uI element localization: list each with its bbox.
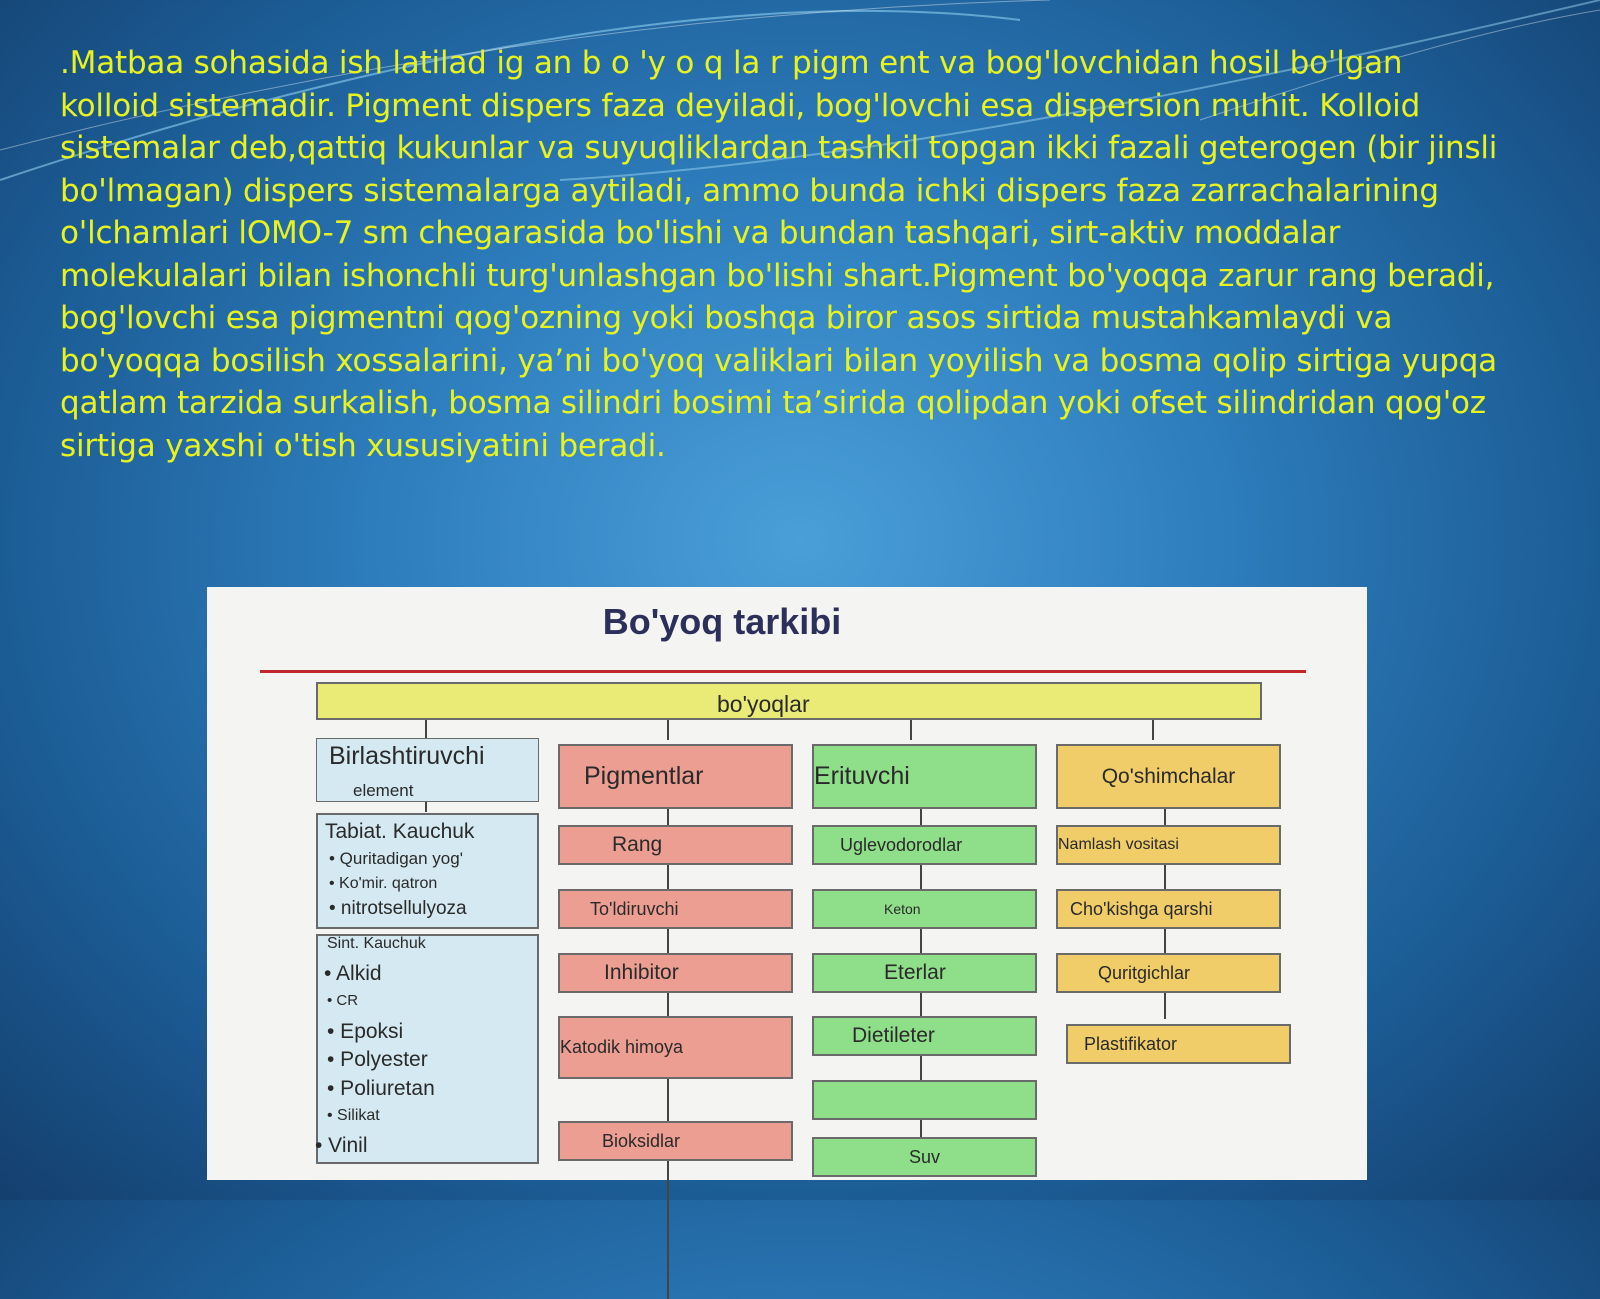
root-label: bo'yoqlar bbox=[717, 691, 810, 717]
pigment-item: Inhibitor bbox=[558, 953, 793, 993]
synthetic-item: • CR bbox=[327, 992, 359, 1009]
solvent-item: Dietileter bbox=[812, 1016, 1037, 1056]
binder-header-sublabel: element bbox=[353, 781, 414, 800]
binder-header-label: Birlashtiruvchi bbox=[329, 742, 485, 770]
connector bbox=[425, 720, 427, 738]
solvent-item: Uglevodorodlar bbox=[812, 825, 1037, 865]
synthetic-item: • Alkid bbox=[324, 962, 382, 985]
paint-composition-diagram bbox=[207, 587, 1367, 1180]
pigment-item: Katodik himoya bbox=[558, 1016, 793, 1079]
natural-item: • nitrotsellulyoza bbox=[329, 898, 467, 919]
additives-header: Qo'shimchalar bbox=[1056, 744, 1281, 809]
additive-item: Namlash vositasi bbox=[1056, 825, 1281, 865]
diagram-title: Bo'yoq tarkibi bbox=[602, 601, 842, 642]
solvent-header: Erituvchi bbox=[812, 744, 1037, 809]
natural-rubber-title: Tabiat. Kauchuk bbox=[325, 820, 475, 843]
natural-item: • Quritadigan yog' bbox=[329, 849, 463, 868]
synthetic-item: • Polyester bbox=[327, 1048, 428, 1071]
synthetic-item: • Epoksi bbox=[327, 1020, 404, 1043]
synthetic-item: • Silikat bbox=[327, 1107, 380, 1124]
natural-item: • Ko'mir. qatron bbox=[329, 875, 438, 892]
synthetic-item: • Vinil bbox=[315, 1134, 368, 1157]
pigment-item: To'ldiruvchi bbox=[558, 889, 793, 929]
additive-item: Plastifikator bbox=[1066, 1024, 1291, 1064]
synthetic-item: • Poliuretan bbox=[327, 1077, 435, 1100]
pigment-item: Rang bbox=[558, 825, 793, 865]
connector bbox=[667, 720, 669, 740]
pigment-item: Bioksidlar bbox=[558, 1121, 793, 1161]
pigments-header: Pigmentlar bbox=[558, 744, 793, 809]
slide-paragraph: .Matbaa sohasida ish latilad ig an b o 'y o q la r pigm ent va bog'lovchidan hosil bo'lgan kolloid sistemadir. Pigment dispers faza deyiladi, bog'lovchi esa dispersion muhit. Kolloid sistemalar deb,qattiq kukunlar va suyuqliklardan tashkil topgan ikki fazali geterogen (bir jinsli bo'lmagan) dispers sistemalarga aytiladi, ammo bunda ichki dispers faza zarrachalarining o'lchamlari lOMO-7 sm chegarasida bo'lishi va bundan tashqari, sirt-aktiv moddalar molekulalari bilan ishonchli turg'unlashgan bo'lishi shart.Pigment bo'yoqqa zarur rang beradi, bog'lovchi esa pigmentni qog'ozning yoki boshqa biror asos sirtida mustahkamlaydi va bo'yoqqa bosilish xossalarini, ya’ni bo'yoq valiklari bilan yoyilish va bosma qolip sirtiga yupqa qatlam tarzida surkalish, bosma silindri bosimi ta’sirida qolipdan yoki ofset silindridan qog'oz sirtiga yaxshi o'tish xususiyatini beradi. bbox=[60, 45, 1498, 464]
title-divider bbox=[260, 670, 1306, 673]
additive-item: Cho'kishga qarshi bbox=[1056, 889, 1281, 929]
solvent-item bbox=[812, 1080, 1037, 1120]
additive-item: Quritgichlar bbox=[1056, 953, 1281, 993]
connector bbox=[425, 802, 427, 812]
solvent-item: Suv bbox=[812, 1137, 1037, 1177]
solvent-item: Keton bbox=[812, 889, 1037, 929]
solvent-item: Eterlar bbox=[812, 953, 1037, 993]
synthetic-rubber-title: Sint. Kauchuk bbox=[327, 935, 426, 952]
connector bbox=[1152, 720, 1154, 740]
connector bbox=[910, 720, 912, 740]
